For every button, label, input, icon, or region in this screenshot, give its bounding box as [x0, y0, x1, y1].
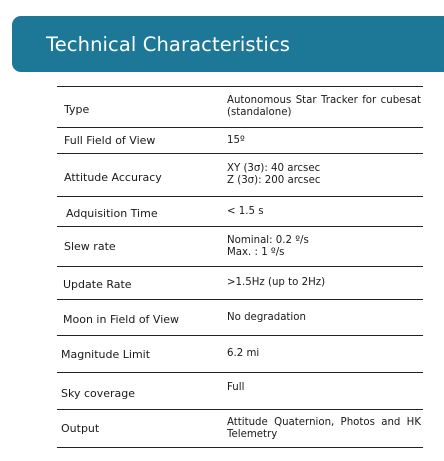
spec-value: Full: [227, 382, 245, 393]
spec-value: XY (3σ): 40 arcsec Z (3σ): 200 arcsec: [227, 163, 321, 186]
spec-value: No degradation: [227, 311, 306, 323]
spec-table: [57, 86, 423, 448]
spec-label: Output: [61, 422, 100, 435]
spec-label: Adquisition Time: [66, 207, 158, 220]
spec-row-update-rate: [57, 267, 423, 300]
spec-label: Sky coverage: [61, 387, 136, 400]
spec-row-type: [57, 87, 423, 128]
spec-row-magnitude-limit: [57, 336, 423, 373]
spec-row-output: [57, 410, 423, 448]
spec-value: 6.2 mi: [227, 348, 260, 359]
spec-value: < 1.5 s: [227, 205, 264, 217]
spec-value: >1.5Hz (up to 2Hz): [227, 277, 326, 288]
spec-label: Slew rate: [64, 240, 116, 253]
spec-value: Autonomous Star Tracker for cubesat (standalone): [227, 95, 421, 118]
spec-row-moon: [57, 300, 423, 336]
spec-value: Attitude Quaternion, Photos and HK Telemetry: [227, 416, 421, 440]
section-header: [12, 16, 444, 72]
spec-row-fov: [57, 128, 423, 154]
spec-label: Attitude Accuracy: [64, 170, 162, 184]
spec-row-sky-coverage: [57, 373, 423, 410]
spec-row-slew-rate: [57, 227, 423, 267]
spec-label: Update Rate: [63, 277, 132, 291]
section-title: Technical Characteristics: [46, 32, 291, 56]
spec-row-acquisition-time: [57, 197, 423, 227]
spec-row-attitude-accuracy: [57, 154, 423, 197]
spec-label: Moon in Field of View: [63, 312, 180, 326]
spec-label: Type: [64, 102, 90, 116]
spec-value: Nominal: 0.2 º/s Max. : 1 º/s: [227, 234, 309, 258]
spec-label: Magnitude Limit: [61, 347, 151, 361]
spec-value: 15º: [227, 134, 245, 146]
spec-label: Full Field of View: [64, 134, 156, 147]
